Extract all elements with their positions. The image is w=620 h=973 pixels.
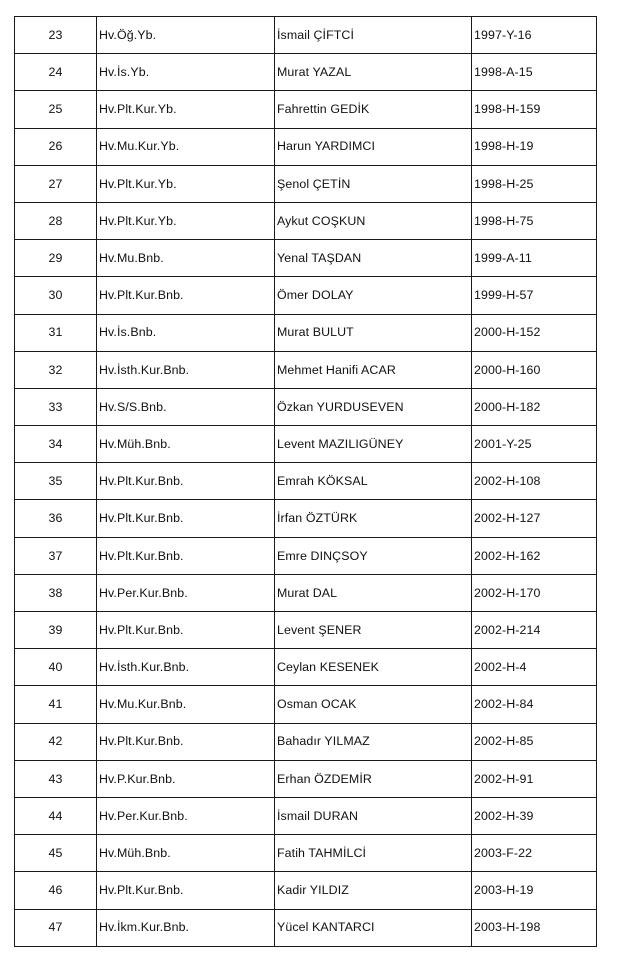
table-row [15,91,597,128]
personnel-table [14,16,597,947]
table-row [15,574,597,611]
row-number-cell: 28 [15,202,97,239]
row-number-cell: 33 [15,388,97,425]
rank-cell: Hv.Plt.Kur.Bnb. [97,500,275,537]
rank-cell: Hv.Müh.Bnb. [97,426,275,463]
registry-code-cell: 2001-Y-25 [472,426,597,463]
registry-code-cell: 1998-H-75 [472,202,597,239]
table-row [15,760,597,797]
table-row [15,351,597,388]
table-row [15,277,597,314]
rank-cell: Hv.Plt.Kur.Bnb. [97,612,275,649]
registry-code-cell: 2003-H-198 [472,909,597,946]
person-name-cell: İsmail DURAN [275,797,472,834]
table-row [15,426,597,463]
row-number-cell: 37 [15,537,97,574]
registry-code-cell: 2002-H-84 [472,686,597,723]
row-number-cell: 46 [15,872,97,909]
row-number-cell: 35 [15,463,97,500]
table-row [15,463,597,500]
table-row [15,240,597,277]
row-number-cell: 42 [15,723,97,760]
rank-cell: Hv.İs.Bnb. [97,314,275,351]
rank-cell: Hv.İsth.Kur.Bnb. [97,649,275,686]
row-number-cell: 43 [15,760,97,797]
person-name-cell: Şenol ÇETİN [275,165,472,202]
row-number-cell: 30 [15,277,97,314]
rank-cell: Hv.Plt.Kur.Bnb. [97,723,275,760]
rank-cell: Hv.Plt.Kur.Yb. [97,202,275,239]
registry-code-cell: 2000-H-160 [472,351,597,388]
rank-cell: Hv.Öğ.Yb. [97,17,275,54]
row-number-cell: 31 [15,314,97,351]
registry-code-cell: 2002-H-4 [472,649,597,686]
registry-code-cell: 1999-H-57 [472,277,597,314]
person-name-cell: Yücel KANTARCI [275,909,472,946]
row-number-cell: 38 [15,574,97,611]
rank-cell: Hv.Plt.Kur.Bnb. [97,463,275,500]
table-row [15,54,597,91]
table-row [15,202,597,239]
table-row [15,500,597,537]
person-name-cell: Ömer DOLAY [275,277,472,314]
row-number-cell: 36 [15,500,97,537]
person-name-cell: Osman OCAK [275,686,472,723]
registry-code-cell: 2003-F-22 [472,835,597,872]
table-row [15,128,597,165]
row-number-cell: 24 [15,54,97,91]
rank-cell: Hv.İs.Yb. [97,54,275,91]
rank-cell: Hv.Plt.Kur.Bnb. [97,537,275,574]
table-row [15,388,597,425]
table-row [15,872,597,909]
registry-code-cell: 1999-A-11 [472,240,597,277]
table-row [15,612,597,649]
rank-cell: Hv.İsth.Kur.Bnb. [97,351,275,388]
row-number-cell: 27 [15,165,97,202]
rank-cell: Hv.Mu.Bnb. [97,240,275,277]
rank-cell: Hv.S/S.Bnb. [97,388,275,425]
row-number-cell: 40 [15,649,97,686]
person-name-cell: Yenal TAŞDAN [275,240,472,277]
registry-code-cell: 2002-H-39 [472,797,597,834]
person-name-cell: Murat DAL [275,574,472,611]
person-name-cell: Fatih TAHMİLCİ [275,835,472,872]
table-row [15,537,597,574]
rank-cell: Hv.Per.Kur.Bnb. [97,797,275,834]
personnel-table-body [15,17,597,947]
table-row [15,314,597,351]
person-name-cell: Levent MAZILIGÜNEY [275,426,472,463]
table-row [15,17,597,54]
row-number-cell: 44 [15,797,97,834]
table-row [15,835,597,872]
row-number-cell: 47 [15,909,97,946]
person-name-cell: Aykut COŞKUN [275,202,472,239]
rank-cell: Hv.Mu.Kur.Bnb. [97,686,275,723]
row-number-cell: 34 [15,426,97,463]
person-name-cell: Erhan ÖZDEMİR [275,760,472,797]
rank-cell: Hv.Plt.Kur.Bnb. [97,872,275,909]
registry-code-cell: 1998-A-15 [472,54,597,91]
registry-code-cell: 2002-H-127 [472,500,597,537]
table-row [15,723,597,760]
table-row [15,686,597,723]
person-name-cell: Emrah KÖKSAL [275,463,472,500]
registry-code-cell: 2002-H-214 [472,612,597,649]
person-name-cell: Ceylan KESENEK [275,649,472,686]
rank-cell: Hv.İkm.Kur.Bnb. [97,909,275,946]
registry-code-cell: 2002-H-91 [472,760,597,797]
person-name-cell: Emre DINÇSOY [275,537,472,574]
row-number-cell: 41 [15,686,97,723]
row-number-cell: 29 [15,240,97,277]
person-name-cell: Murat BULUT [275,314,472,351]
registry-code-cell: 2002-H-85 [472,723,597,760]
row-number-cell: 25 [15,91,97,128]
person-name-cell: Harun YARDIMCI [275,128,472,165]
table-row [15,797,597,834]
rank-cell: Hv.Plt.Kur.Bnb. [97,277,275,314]
rank-cell: Hv.Plt.Kur.Yb. [97,165,275,202]
rank-cell: Hv.P.Kur.Bnb. [97,760,275,797]
row-number-cell: 23 [15,17,97,54]
registry-code-cell: 2002-H-108 [472,463,597,500]
registry-code-cell: 2002-H-170 [472,574,597,611]
registry-code-cell: 1998-H-159 [472,91,597,128]
row-number-cell: 45 [15,835,97,872]
registry-code-cell: 1998-H-19 [472,128,597,165]
row-number-cell: 39 [15,612,97,649]
registry-code-cell: 1997-Y-16 [472,17,597,54]
registry-code-cell: 2002-H-162 [472,537,597,574]
person-name-cell: İrfan ÖZTÜRK [275,500,472,537]
row-number-cell: 26 [15,128,97,165]
registry-code-cell: 2000-H-182 [472,388,597,425]
rank-cell: Hv.Müh.Bnb. [97,835,275,872]
person-name-cell: Bahadır YILMAZ [275,723,472,760]
rank-cell: Hv.Mu.Kur.Yb. [97,128,275,165]
rank-cell: Hv.Plt.Kur.Yb. [97,91,275,128]
registry-code-cell: 2000-H-152 [472,314,597,351]
row-number-cell: 32 [15,351,97,388]
person-name-cell: Levent ŞENER [275,612,472,649]
person-name-cell: Murat YAZAL [275,54,472,91]
table-row [15,165,597,202]
registry-code-cell: 2003-H-19 [472,872,597,909]
table-row [15,649,597,686]
person-name-cell: Kadir YILDIZ [275,872,472,909]
person-name-cell: Mehmet Hanifi ACAR [275,351,472,388]
table-row [15,909,597,946]
person-name-cell: Fahrettin GEDİK [275,91,472,128]
person-name-cell: İsmail ÇİFTCİ [275,17,472,54]
person-name-cell: Özkan YURDUSEVEN [275,388,472,425]
registry-code-cell: 1998-H-25 [472,165,597,202]
rank-cell: Hv.Per.Kur.Bnb. [97,574,275,611]
